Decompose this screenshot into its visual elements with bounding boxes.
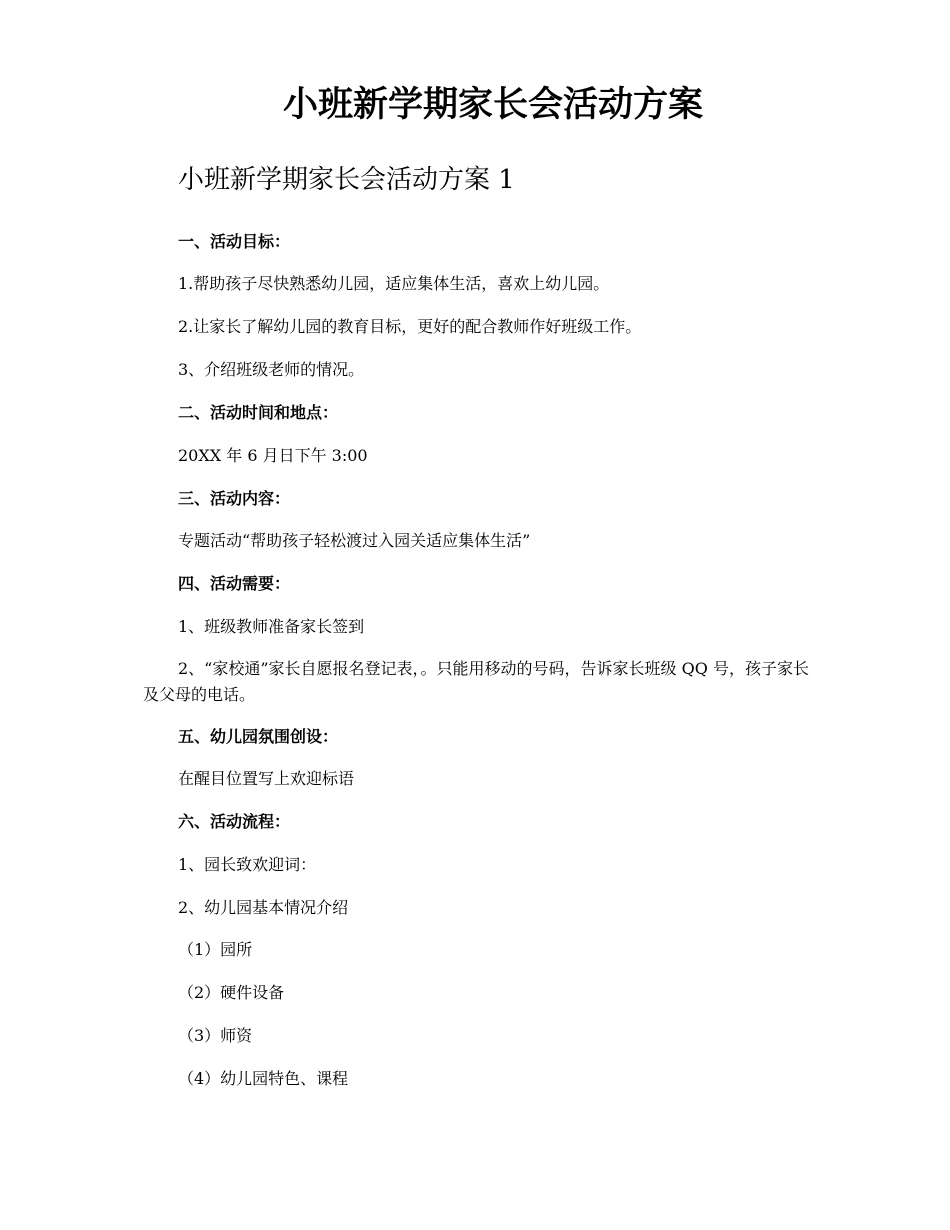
heading-content: 三、活动内容： [178, 489, 291, 508]
heading-time-place: 二、活动时间和地点： [178, 403, 339, 422]
heading-goals: 一、活动目标： [178, 232, 291, 251]
heading-needs: 四、活动需要： [178, 574, 291, 593]
section-title: 小班新学期家长会活动方案 1 [178, 165, 515, 195]
goal-item-1: 1.帮助孩子尽快熟悉幼儿园，适应集体生活，喜欢上幼儿园。 [178, 274, 610, 293]
process-item-2: 2、幼儿园基本情况介绍 [178, 898, 349, 917]
process-sub-3: （3）师资 [178, 1026, 253, 1045]
document-title: 小班新学期家长会活动方案 [282, 84, 703, 125]
process-sub-4: （4）幼儿园特色、课程 [178, 1069, 349, 1088]
time-text: 20XX 年 6 月日下午 3:00 [178, 446, 368, 465]
heading-atmosphere: 五、幼儿园氛围创设： [178, 727, 339, 746]
process-sub-2: （2）硬件设备 [178, 983, 285, 1002]
content-text: 专题活动“帮助孩子轻松渡过入园关适应集体生活” [178, 531, 531, 550]
heading-process: 六、活动流程： [178, 812, 291, 831]
needs-item-2: 2、“家校通”家长自愿报名登记表，。只能用移动的号码，告诉家长班级 QQ 号，孩子家长及父母的电话。 [143, 659, 809, 704]
process-item-1: 1、园长致欢迎词： [178, 855, 317, 874]
atmosphere-text: 在醒目位置写上欢迎标语 [178, 769, 355, 788]
goal-item-3: 3、介绍班级老师的情况。 [178, 360, 365, 379]
goal-item-2: 2.让家长了解幼儿园的教育目标，更好的配合教师作好班级工作。 [178, 317, 642, 336]
needs-item-1: 1、班级教师准备家长签到 [178, 617, 365, 636]
process-sub-1: （1）园所 [178, 940, 253, 959]
